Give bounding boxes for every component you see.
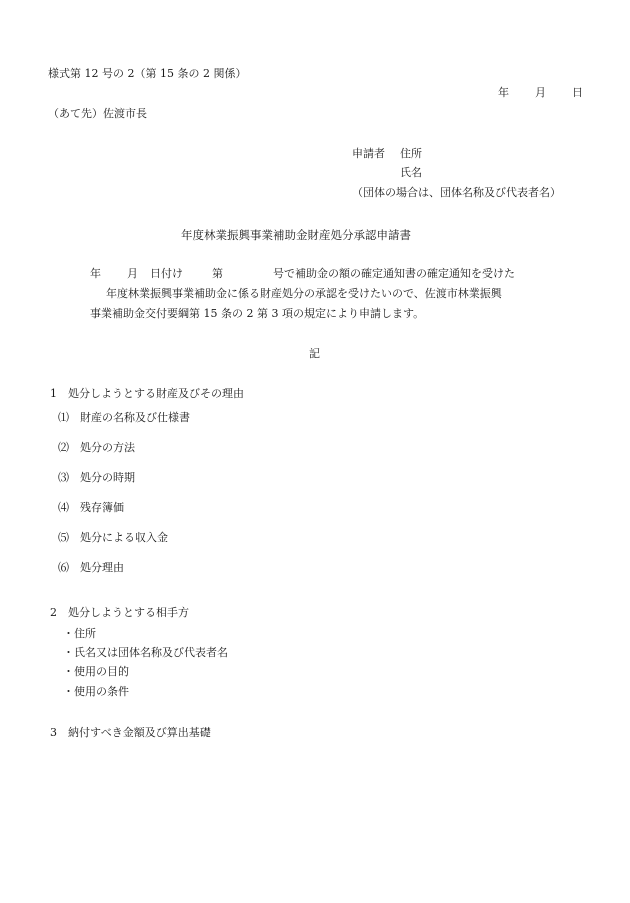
- body-year: 年: [90, 267, 101, 280]
- section-2-item: ・氏名又は団体名称及び代表者名: [63, 646, 228, 659]
- form-number: 様式第 12 号の 2（第 15 条の 2 関係）: [48, 67, 247, 80]
- section-2-heading: 2 処分しようとする相手方: [50, 606, 189, 619]
- applicant-name-label: 氏名: [400, 166, 422, 179]
- body-line-2: 年度林業振興事業補助金に係る財産処分の承認を受けたいので、佐渡市林業振興: [106, 287, 502, 300]
- document-title: 年度林業振興事業補助金財産処分承認申請書: [181, 228, 411, 242]
- section-1-item: ⑷ 残存簿価: [58, 501, 124, 514]
- body-number-prefix: 第: [212, 267, 223, 280]
- body-line-3: 事業補助金交付要綱第 15 条の 2 第 3 項の規定により申請します。: [90, 307, 425, 320]
- applicant-note: （団体の場合は、団体名称及び代表者名）: [352, 186, 561, 199]
- section-1-item: ⑶ 処分の時期: [58, 471, 135, 484]
- section-1-heading: 1 処分しようとする財産及びその理由: [50, 387, 244, 400]
- body-month: 月: [127, 267, 138, 280]
- section-2-item: ・使用の条件: [63, 685, 129, 698]
- section-1-item: ⑵ 処分の方法: [58, 441, 135, 454]
- section-1-item: ⑸ 処分による収入金: [58, 531, 168, 544]
- addressee: （あて先）佐渡市長: [48, 107, 147, 120]
- section-1-item: ⑴ 財産の名称及び仕様書: [58, 411, 190, 424]
- date-line: [498, 87, 583, 98]
- section-1-item: ⑹ 処分理由: [58, 561, 124, 574]
- date-year: 年: [498, 86, 509, 99]
- applicant-label: 申請者: [352, 147, 385, 160]
- date-month: 月: [535, 86, 546, 99]
- ki-heading: 記: [309, 347, 320, 360]
- date-day: 日: [572, 86, 583, 99]
- applicant-address-label: 住所: [400, 147, 422, 160]
- body-line-1: [90, 268, 515, 279]
- section-3-heading: 3 納付すべき金額及び算出基礎: [50, 726, 211, 739]
- section-2-item: ・使用の目的: [63, 665, 129, 678]
- body-line-1-rest: 号で補助金の額の確定通知書の確定通知を受けた: [273, 267, 515, 280]
- section-2-item: ・住所: [63, 627, 96, 640]
- body-day-dated: 日付け: [150, 267, 183, 280]
